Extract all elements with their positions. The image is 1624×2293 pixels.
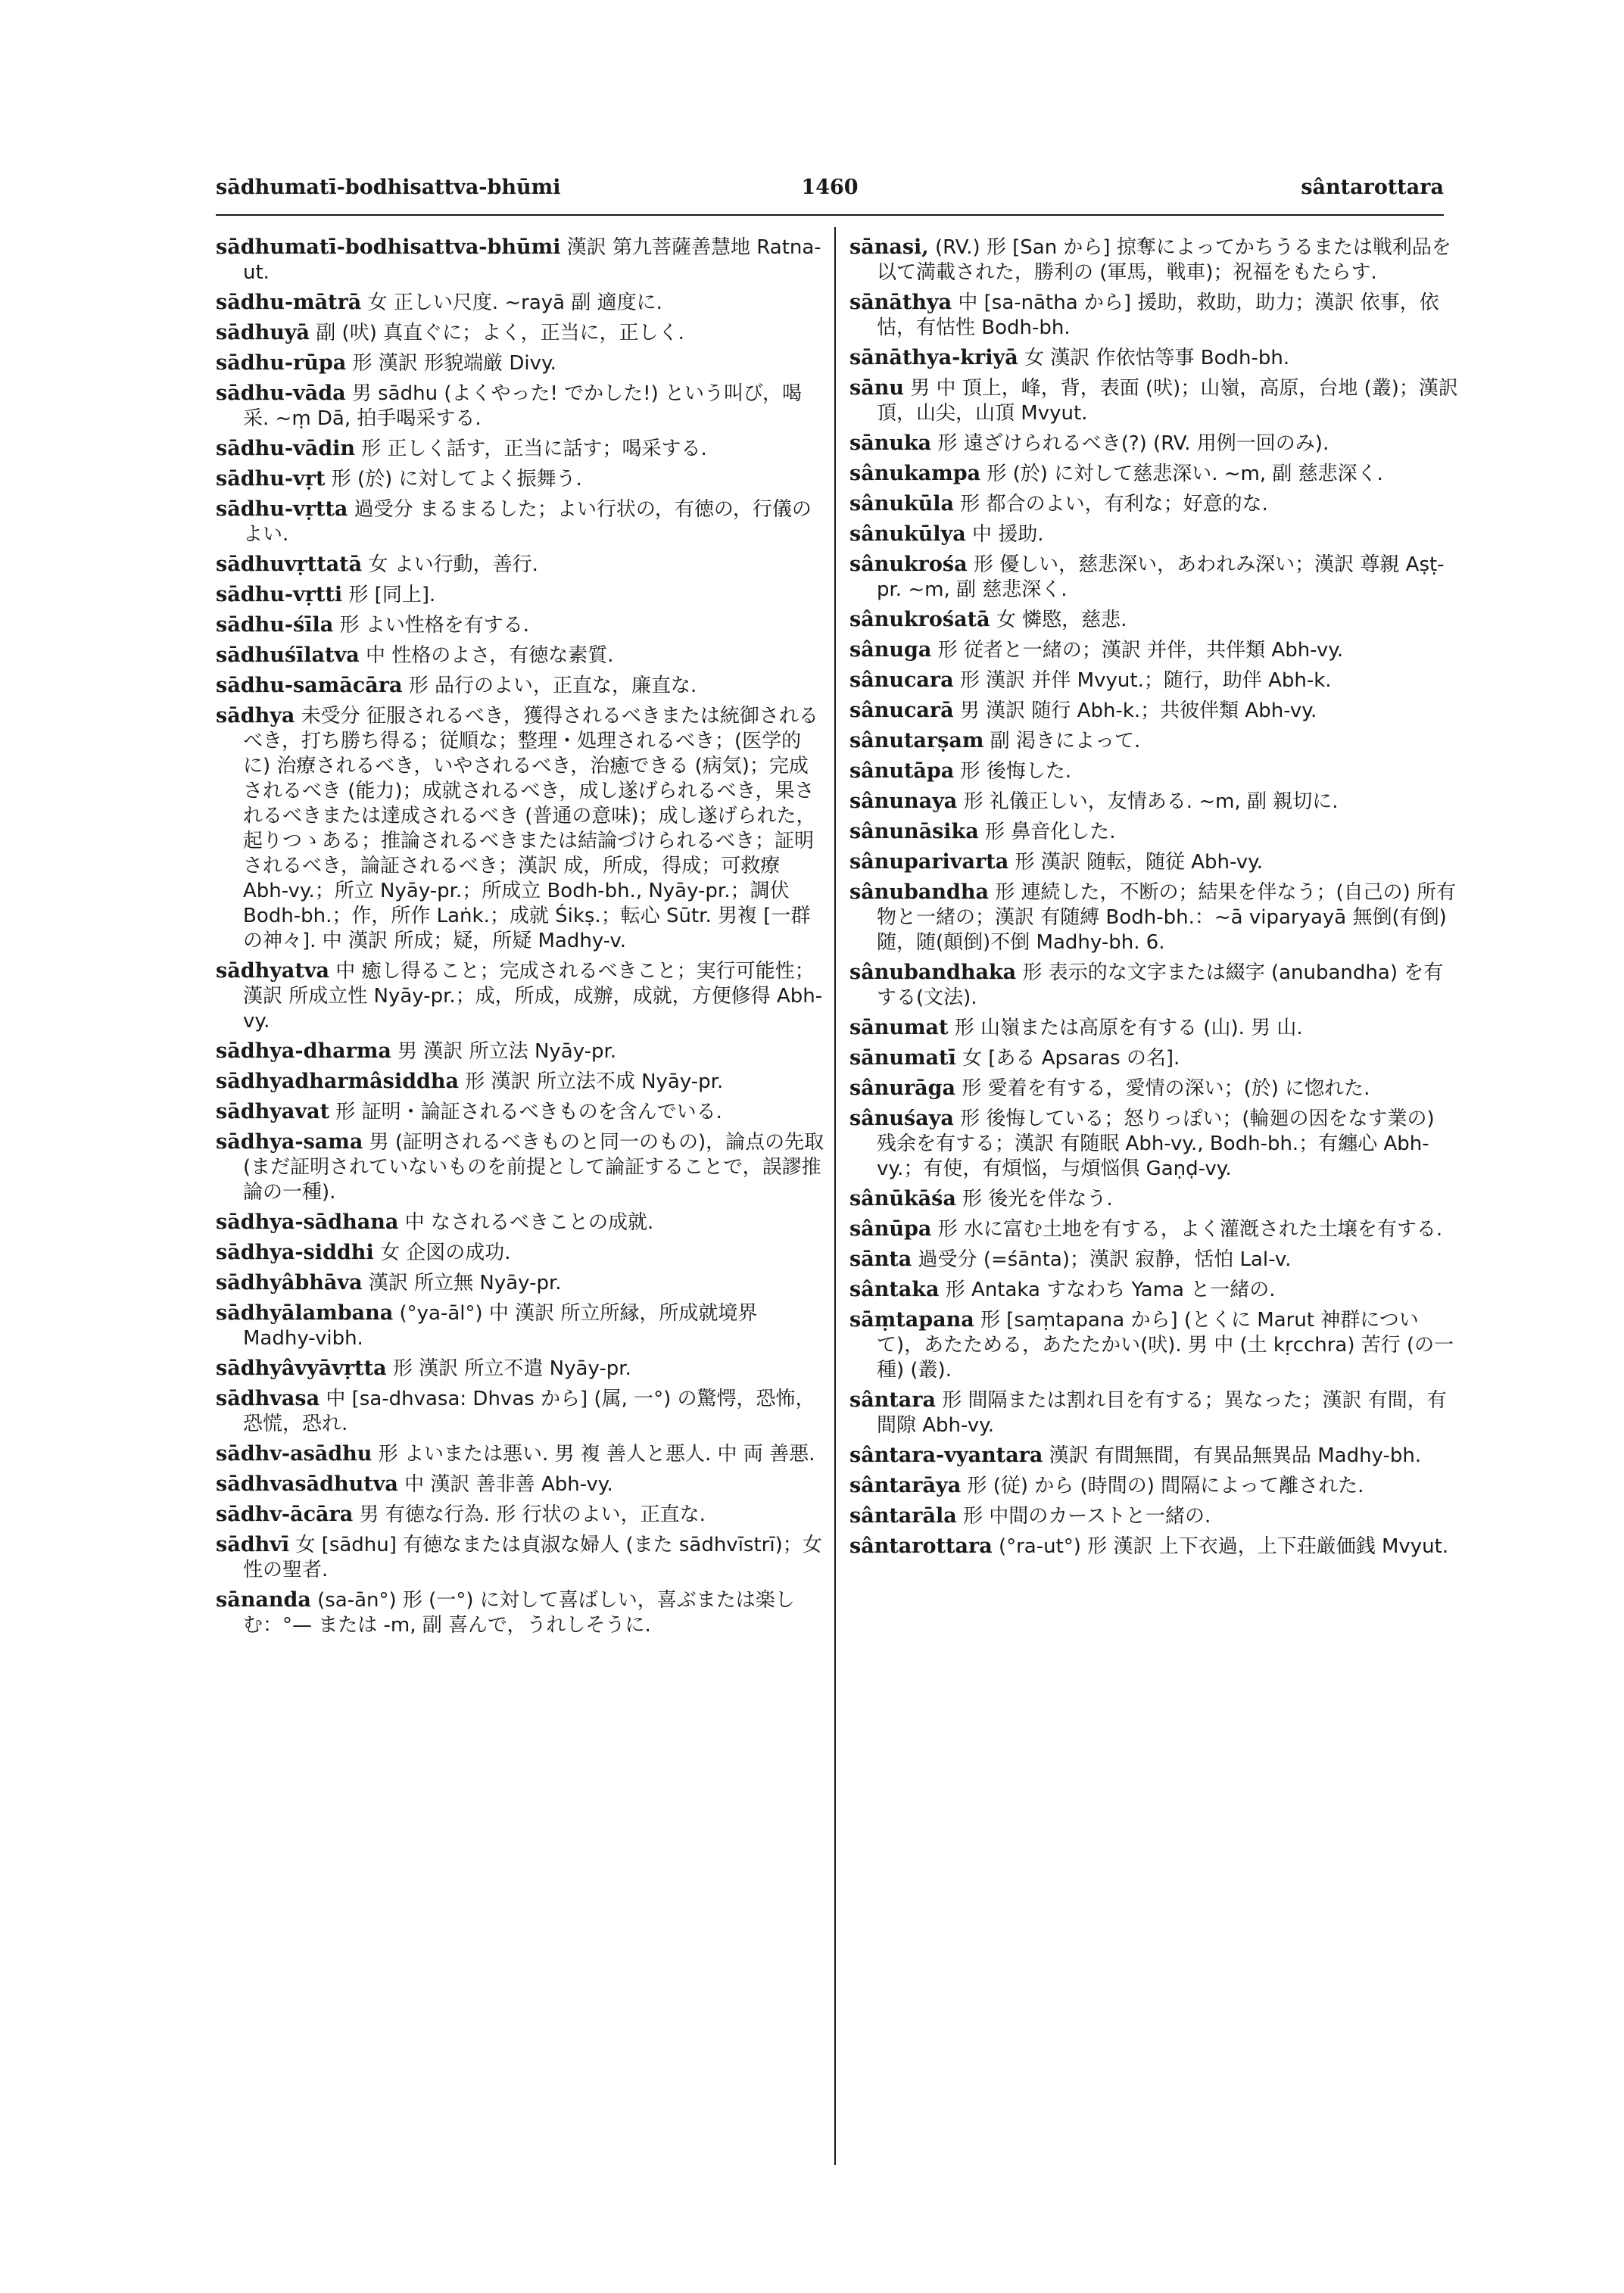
entry-headword: sānta	[849, 1248, 912, 1271]
entry-headword: sântara-vyantara	[849, 1444, 1043, 1467]
dictionary-entry	[849, 1443, 1459, 1469]
header-rule	[216, 214, 1444, 216]
column-divider	[834, 227, 836, 2165]
dictionary-entry	[849, 728, 1459, 754]
entry-headword: sādhya-sama	[216, 1130, 363, 1154]
entry-definition: 中 性格のよさ，有徳な素質.	[359, 644, 614, 667]
entry-definition: 女 憐愍，慈悲.	[990, 609, 1127, 631]
dictionary-entry	[849, 698, 1459, 724]
entry-definition: 形 漢訳 形貌端厳 Divy.	[346, 352, 556, 375]
entry-headword: sânukūla	[849, 492, 955, 516]
entry-definition: 形 連続した，不断の；結果を伴なう；(自己の) 所有物と一緒の；漢訳 有随縛 Bodh-bh.：~ā viparyayā 無倒(有倒)随，随(顛倒)不倒 Madhy-bh. 6.	[877, 881, 1457, 954]
entry-definition: 女 よい行動，善行.	[362, 553, 538, 576]
entry-headword: sādhuśīlatva	[216, 643, 360, 667]
dictionary-entry	[216, 1039, 825, 1064]
entry-definition: 形 Antaka すなわち Yama と一緒の.	[939, 1279, 1276, 1301]
entry-headword: sânuparivarta	[849, 850, 1009, 874]
entry-definition: 形 間隔または割れ目を有する；異なった；漢訳 有間，有間隙 Abh-vy.	[877, 1389, 1447, 1437]
entry-headword: sādhvī	[216, 1533, 290, 1556]
entry-headword: sântara	[849, 1388, 937, 1412]
entry-definition: 中 なされるべきことの成就.	[398, 1211, 654, 1234]
entry-definition: 漢訳 所立無 Nyāy-pr.	[362, 1272, 562, 1294]
dictionary-entry	[216, 582, 825, 608]
entry-headword: sādhv-ācāra	[216, 1503, 354, 1526]
left-column	[216, 235, 825, 1643]
entry-definition: 形 表示的な文字または綴字 (anubandha) を有する(文法).	[877, 961, 1444, 1009]
page-header	[216, 176, 1444, 206]
dictionary-entry	[849, 819, 1459, 845]
entry-definition: 形 漢訳 并伴 Mvyut.；随行，助伴 Abh-k.	[953, 669, 1332, 692]
dictionary-entry	[216, 1240, 825, 1266]
entry-definition: 男 sādhu (よくやった! でかした!) という叫び，喝采. ~ṃ Dā, 拍手喝采する.	[243, 382, 802, 430]
dictionary-entry	[849, 880, 1459, 955]
dictionary-entry	[216, 552, 825, 578]
dictionary-entry	[216, 1210, 825, 1235]
entry-definition: (°ya-āl°) 中 漢訳 所立所縁，所成就境界 Madhy-vibh.	[243, 1302, 758, 1350]
entry-definition: 形 水に富む土地を有する，よく灌漑された土壌を有する.	[931, 1218, 1443, 1241]
entry-definition: 形 漢訳 所立法不成 Nyāy-pr.	[459, 1070, 724, 1093]
dictionary-entry	[216, 1301, 825, 1351]
entry-headword: sânutarṣam	[849, 729, 984, 752]
entry-definition: 中 癒し得ること；完成されるべきこと；実行可能性；漢訳 所成立性 Nyāy-pr.；成，所成，成辦，成就，方便修得 Abh-vy.	[243, 960, 823, 1033]
entry-headword: sāṃtapana	[849, 1308, 974, 1332]
entry-definition: 形 都合のよい，有利な；好意的な.	[954, 493, 1268, 516]
entry-headword: sânunaya	[849, 790, 958, 813]
entry-definition: (RV.) 形 [San から] 掠奪によってかちうるまたは戦利品を以て満載された，勝利の (軍馬，戦車)；祝福をもたらす.	[877, 236, 1451, 284]
entry-definition: 形 優しい，慈悲深い，あわれみ深い；漢訳 尊親 Aṣṭ-pr. ~m, 副 慈悲深く.	[877, 553, 1445, 601]
entry-definition: 形 品行のよい，正直な，廉直な.	[402, 675, 697, 697]
entry-headword: sānuka	[849, 431, 932, 455]
entry-definition: 漢訳 第九菩薩善慧地 Ratna-ut.	[243, 236, 821, 284]
entry-headword: sānumatī	[849, 1046, 956, 1070]
entry-headword: sādhya	[216, 704, 295, 727]
dictionary-entry	[216, 958, 825, 1034]
dictionary-entry	[849, 290, 1459, 341]
dictionary-entry	[216, 1356, 825, 1382]
dictionary-entry	[849, 1045, 1459, 1071]
entry-headword: sânurāga	[849, 1076, 956, 1100]
entry-headword: sādhyatva	[216, 959, 330, 983]
entry-headword: sādhv-asādhu	[216, 1442, 372, 1466]
entry-definition: 副 (吠) 真直ぐに；よく，正当に，正しく.	[310, 322, 684, 344]
dictionary-entry	[849, 345, 1459, 371]
entry-headword: sādhu-rūpa	[216, 351, 347, 375]
dictionary-entry	[849, 1277, 1459, 1303]
entry-definition: 過受分 まるまるした；よい行状の，有徳の，行儀のよい.	[243, 498, 812, 546]
entry-headword: sādhu-vāda	[216, 382, 346, 405]
dictionary-entry	[849, 1106, 1459, 1182]
entry-headword: sânukampa	[849, 462, 981, 485]
header-right-guide-word: sântarottara	[1301, 176, 1444, 199]
dictionary-entry	[216, 497, 825, 547]
entry-headword: sānanda	[216, 1588, 311, 1612]
entry-headword: sânuśaya	[849, 1107, 954, 1130]
entry-definition: 中 漢訳 善非善 Abh-vy.	[397, 1473, 613, 1496]
entry-headword: sādhu-mātrā	[216, 291, 362, 314]
entry-definition: 形 [saṃtapana から] (とくに Marut 神群について)，あたためる，あたたかい(吠). 男 中 (土 kṛcchra) 苦行 (の一種) (叢).	[877, 1309, 1454, 1382]
entry-headword: sânūpa	[849, 1217, 932, 1241]
dictionary-entry	[216, 703, 825, 954]
dictionary-entry	[849, 1076, 1459, 1101]
entry-definition: 過受分 (=śānta)；漢訳 寂静，恬怕 Lal-v.	[912, 1248, 1292, 1271]
dictionary-entry	[216, 235, 825, 285]
entry-headword: sânucara	[849, 668, 954, 692]
entry-definition: 形 鼻音化した.	[978, 821, 1116, 843]
entry-headword: sādhyâbhāva	[216, 1271, 363, 1294]
entry-headword: sānāthya-kriyā	[849, 346, 1018, 369]
entry-definition: 形 よい性格を有する.	[333, 614, 530, 637]
entry-headword: sādhu-vādin	[216, 437, 355, 460]
entry-definition: 形 (従) から (時間の) 間隔によって離された.	[961, 1475, 1364, 1497]
dictionary-entry	[849, 1015, 1459, 1041]
dictionary-entry	[216, 1502, 825, 1528]
dictionary-entry	[849, 491, 1459, 517]
dictionary-entry	[216, 643, 825, 668]
dictionary-entry	[849, 1534, 1459, 1559]
entry-definition: 形 (於) に対して慈悲深い. ~m, 副 慈悲深く.	[980, 463, 1383, 485]
entry-definition: 形 後光を伴なう.	[955, 1188, 1113, 1210]
dictionary-entry	[216, 1472, 825, 1497]
entry-definition: 中 [sa-dhvasa: Dhvas から] (属, 一°) の驚愕，恐怖，恐慌，恐れ.	[243, 1388, 815, 1435]
entry-headword: sādhya-siddhi	[216, 1241, 374, 1264]
dictionary-entry	[849, 431, 1459, 456]
dictionary-entry	[216, 1069, 825, 1095]
entry-headword: sānu	[849, 376, 904, 400]
entry-definition: 形 漢訳 所立不遣 Nyāy-pr.	[386, 1357, 631, 1380]
entry-headword: sādhyâvyāvṛtta	[216, 1357, 387, 1380]
entry-definition: 中 援助.	[965, 523, 1044, 546]
entry-definition: 形 (於) に対してよく振舞う.	[325, 468, 582, 491]
entry-definition: 形 よいまたは悪い. 男 複 善人と悪人. 中 両 善悪.	[372, 1443, 815, 1466]
entry-headword: sādhyālambana	[216, 1301, 394, 1325]
entry-definition: 形 礼儀正しい，友情ある. ~m, 副 親切に.	[957, 790, 1339, 813]
entry-headword: sânunāsika	[849, 820, 979, 843]
entry-definition: 女 正しい尺度. ~rayā 副 適度に.	[361, 291, 662, 314]
entry-headword: sānumat	[849, 1016, 949, 1039]
dictionary-entry	[849, 1307, 1459, 1383]
entry-headword: sādhyadharmâsiddha	[216, 1070, 460, 1093]
entry-headword: sânuga	[849, 638, 932, 662]
entry-definition: 女 漢訳 作依怙等事 Bodh-bh.	[1018, 347, 1290, 369]
dictionary-entry	[216, 1270, 825, 1296]
entry-headword: sânucarā	[849, 699, 954, 722]
dictionary-entry	[849, 375, 1459, 426]
entry-definition: 男 有徳な行為. 形 行状のよい，正直な.	[353, 1503, 706, 1526]
entry-definition: 男 中 頂上，峰，背，表面 (吠)；山嶺，高原，台地 (叢)；漢訳 頂，山尖，山頂 Mvyut.	[877, 377, 1458, 425]
dictionary-entry	[849, 668, 1459, 693]
entry-definition: 形 従者と一緒の；漢訳 并伴，共伴類 Abh-vy.	[931, 639, 1344, 662]
dictionary-entry	[849, 1247, 1459, 1273]
entry-headword: sādhu-vṛtta	[216, 497, 348, 521]
entry-headword: sādhvasādhutva	[216, 1472, 398, 1496]
dictionary-entry	[849, 960, 1459, 1011]
dictionary-entry	[216, 1441, 825, 1467]
entry-definition: 形 [同上].	[342, 584, 436, 606]
header-left-guide-word: sādhumatī-bodhisattva-bhūmi	[216, 176, 561, 199]
entry-definition: 女 [sādhu] 有徳なまたは貞淑な婦人 (また sādhvīstrī)；女性の聖者.	[243, 1534, 822, 1581]
dictionary-entry	[216, 290, 825, 316]
dictionary-entry	[849, 1186, 1459, 1212]
entry-headword: sānāthya	[849, 291, 952, 314]
entry-headword: sânukrośa	[849, 553, 968, 576]
dictionary-entry	[216, 1587, 825, 1638]
entry-headword: sântarāla	[849, 1504, 957, 1528]
page-number: 1460	[801, 176, 859, 199]
entry-definition: (sa-ān°) 形 (一°) に対して喜ばしい，喜ぶまたは楽しむ：°— または -m, 副 喜んで，うれしそうに.	[243, 1589, 795, 1637]
entry-definition: 形 漢訳 随転，随従 Abh-vy.	[1008, 851, 1264, 874]
dictionary-entry	[849, 849, 1459, 875]
entry-definition: (°ra-ut°) 形 漢訳 上下衣過，上下荘厳価銭 Mvyut.	[992, 1535, 1449, 1558]
entry-definition: 形 正しく話す，正当に話す；喝采する.	[355, 438, 707, 460]
entry-headword: sādhu-śīla	[216, 613, 334, 637]
entry-headword: sântaka	[849, 1278, 940, 1301]
dictionary-entry	[849, 461, 1459, 487]
dictionary-entry	[849, 607, 1459, 633]
entry-headword: sânubandhaka	[849, 961, 1017, 984]
entry-definition: 形 後悔した.	[954, 760, 1072, 783]
dictionary-entry	[216, 673, 825, 699]
entry-definition: 形 証明・論証されるべきものを含んでいる.	[329, 1101, 722, 1123]
entry-definition: 男 漢訳 随行 Abh-k.；共彼伴類 Abh-vy.	[953, 699, 1317, 722]
entry-headword: sādhvasa	[216, 1387, 320, 1410]
entry-headword: sādhuyā	[216, 321, 310, 344]
dictionary-entry	[216, 1099, 825, 1125]
entry-headword: sântarottara	[849, 1534, 993, 1558]
dictionary-entry	[216, 1532, 825, 1583]
entry-headword: sānasi,	[849, 235, 929, 259]
dictionary-entry	[849, 1473, 1459, 1499]
dictionary-entry	[849, 552, 1459, 603]
right-column	[849, 235, 1459, 1564]
dictionary-entry	[216, 1129, 825, 1205]
entry-definition: 形 遠ざけられるべき(?) (RV. 用例一回のみ).	[931, 432, 1329, 455]
dictionary-entry	[216, 381, 825, 431]
dictionary-entry	[216, 350, 825, 376]
entry-headword: sânūkāśa	[849, 1187, 956, 1210]
entry-definition: 女 [ある Apsaras の名].	[955, 1047, 1180, 1070]
entry-headword: sântarāya	[849, 1474, 962, 1497]
dictionary-entry	[849, 789, 1459, 815]
dictionary-entry	[216, 466, 825, 492]
entry-headword: sādhu-vṛt	[216, 467, 326, 491]
entry-headword: sādhu-samācāra	[216, 674, 403, 697]
dictionary-entry	[849, 235, 1459, 285]
entry-definition: 男 漢訳 所立法 Nyāy-pr.	[391, 1040, 617, 1063]
dictionary-entry	[216, 612, 825, 638]
entry-definition: 女 企図の成功.	[373, 1242, 511, 1264]
dictionary-entry	[849, 759, 1459, 784]
entry-headword: sādhya-sādhana	[216, 1210, 399, 1234]
dictionary-entry	[216, 1386, 825, 1437]
entry-definition: 中 [sa-nātha から] 援助，救助，助力；漢訳 依事，依怙，有怙性 Bodh-bh.	[877, 291, 1439, 339]
entry-headword: sânubandha	[849, 880, 989, 904]
dictionary-entry	[849, 1217, 1459, 1242]
entry-definition: 形 愛着を有する，愛情の深い；(於) に惚れた.	[955, 1077, 1370, 1100]
entry-definition: 形 中間のカーストと一緒の.	[956, 1505, 1211, 1528]
dictionary-entry	[216, 436, 825, 462]
entry-headword: sādhuvṛttatā	[216, 553, 363, 576]
entry-definition: 未受分 征服されるべき，獲得されるべきまたは統御されるべき，打ち勝ち得る；従順な；整理・処理されるべき；(医学的に) 治療されるべき，いやされるべき，治癒できる (病気)；完成されるべき (能力)；成就されるべき，成し遂げられるべき，果されるべきまたは達成されるべき (普通の意味)；成し遂げられた，起りつゝある；推論されるべきまたは結論づけられるべき；証明されるべき，論証されるべき；漢訳 成，所成，得成；可救療 Abh-vy.；所立 Nyāy-pr.；所成立 Bodh-bh., Nyāy-pr.；調伏 Bodh-bh.；作，所作 Laṅk.；成就 Śikṣ.；転心 Sūtr. 男複 [一群の神々]. 中 漢訳 所成；疑，所疑 Madhy-v.	[243, 705, 818, 952]
dictionary-entry	[216, 320, 825, 346]
dictionary-entry	[849, 1503, 1459, 1529]
entry-headword: sādhumatī-bodhisattva-bhūmi	[216, 235, 561, 259]
entry-headword: sādhu-vṛtti	[216, 583, 343, 606]
dictionary-entry	[849, 1388, 1459, 1438]
dictionary-entry	[849, 522, 1459, 547]
entry-headword: sādhya-dharma	[216, 1039, 391, 1063]
entry-headword: sânukūlya	[849, 522, 966, 546]
entry-headword: sânukrośatā	[849, 608, 990, 631]
entry-headword: sādhyavat	[216, 1100, 330, 1123]
entry-definition: 男 (証明されるべきものと同一のもの)，論点の先取 (まだ証明されていないものを前提として論証することで，誤謬推論の一種).	[243, 1131, 824, 1204]
entry-definition: 副 渇きによって.	[983, 730, 1141, 752]
entry-definition: 形 山嶺または高原を有する (山). 男 山.	[948, 1017, 1303, 1039]
dictionary-entry	[849, 637, 1459, 663]
entry-definition: 形 後悔している；怒りっぽい；(輪廻の因をなす業の) 残余を有する；漢訳 有随眠 Abh-vy., Bodh-bh.；有纏心 Abh-vy.；有使，有煩悩，与煩悩俱 Gaṇḍ-vy.	[877, 1108, 1435, 1180]
entry-headword: sânutāpa	[849, 759, 955, 783]
entry-definition: 漢訳 有間無間，有異品無異品 Madhy-bh.	[1043, 1444, 1422, 1467]
